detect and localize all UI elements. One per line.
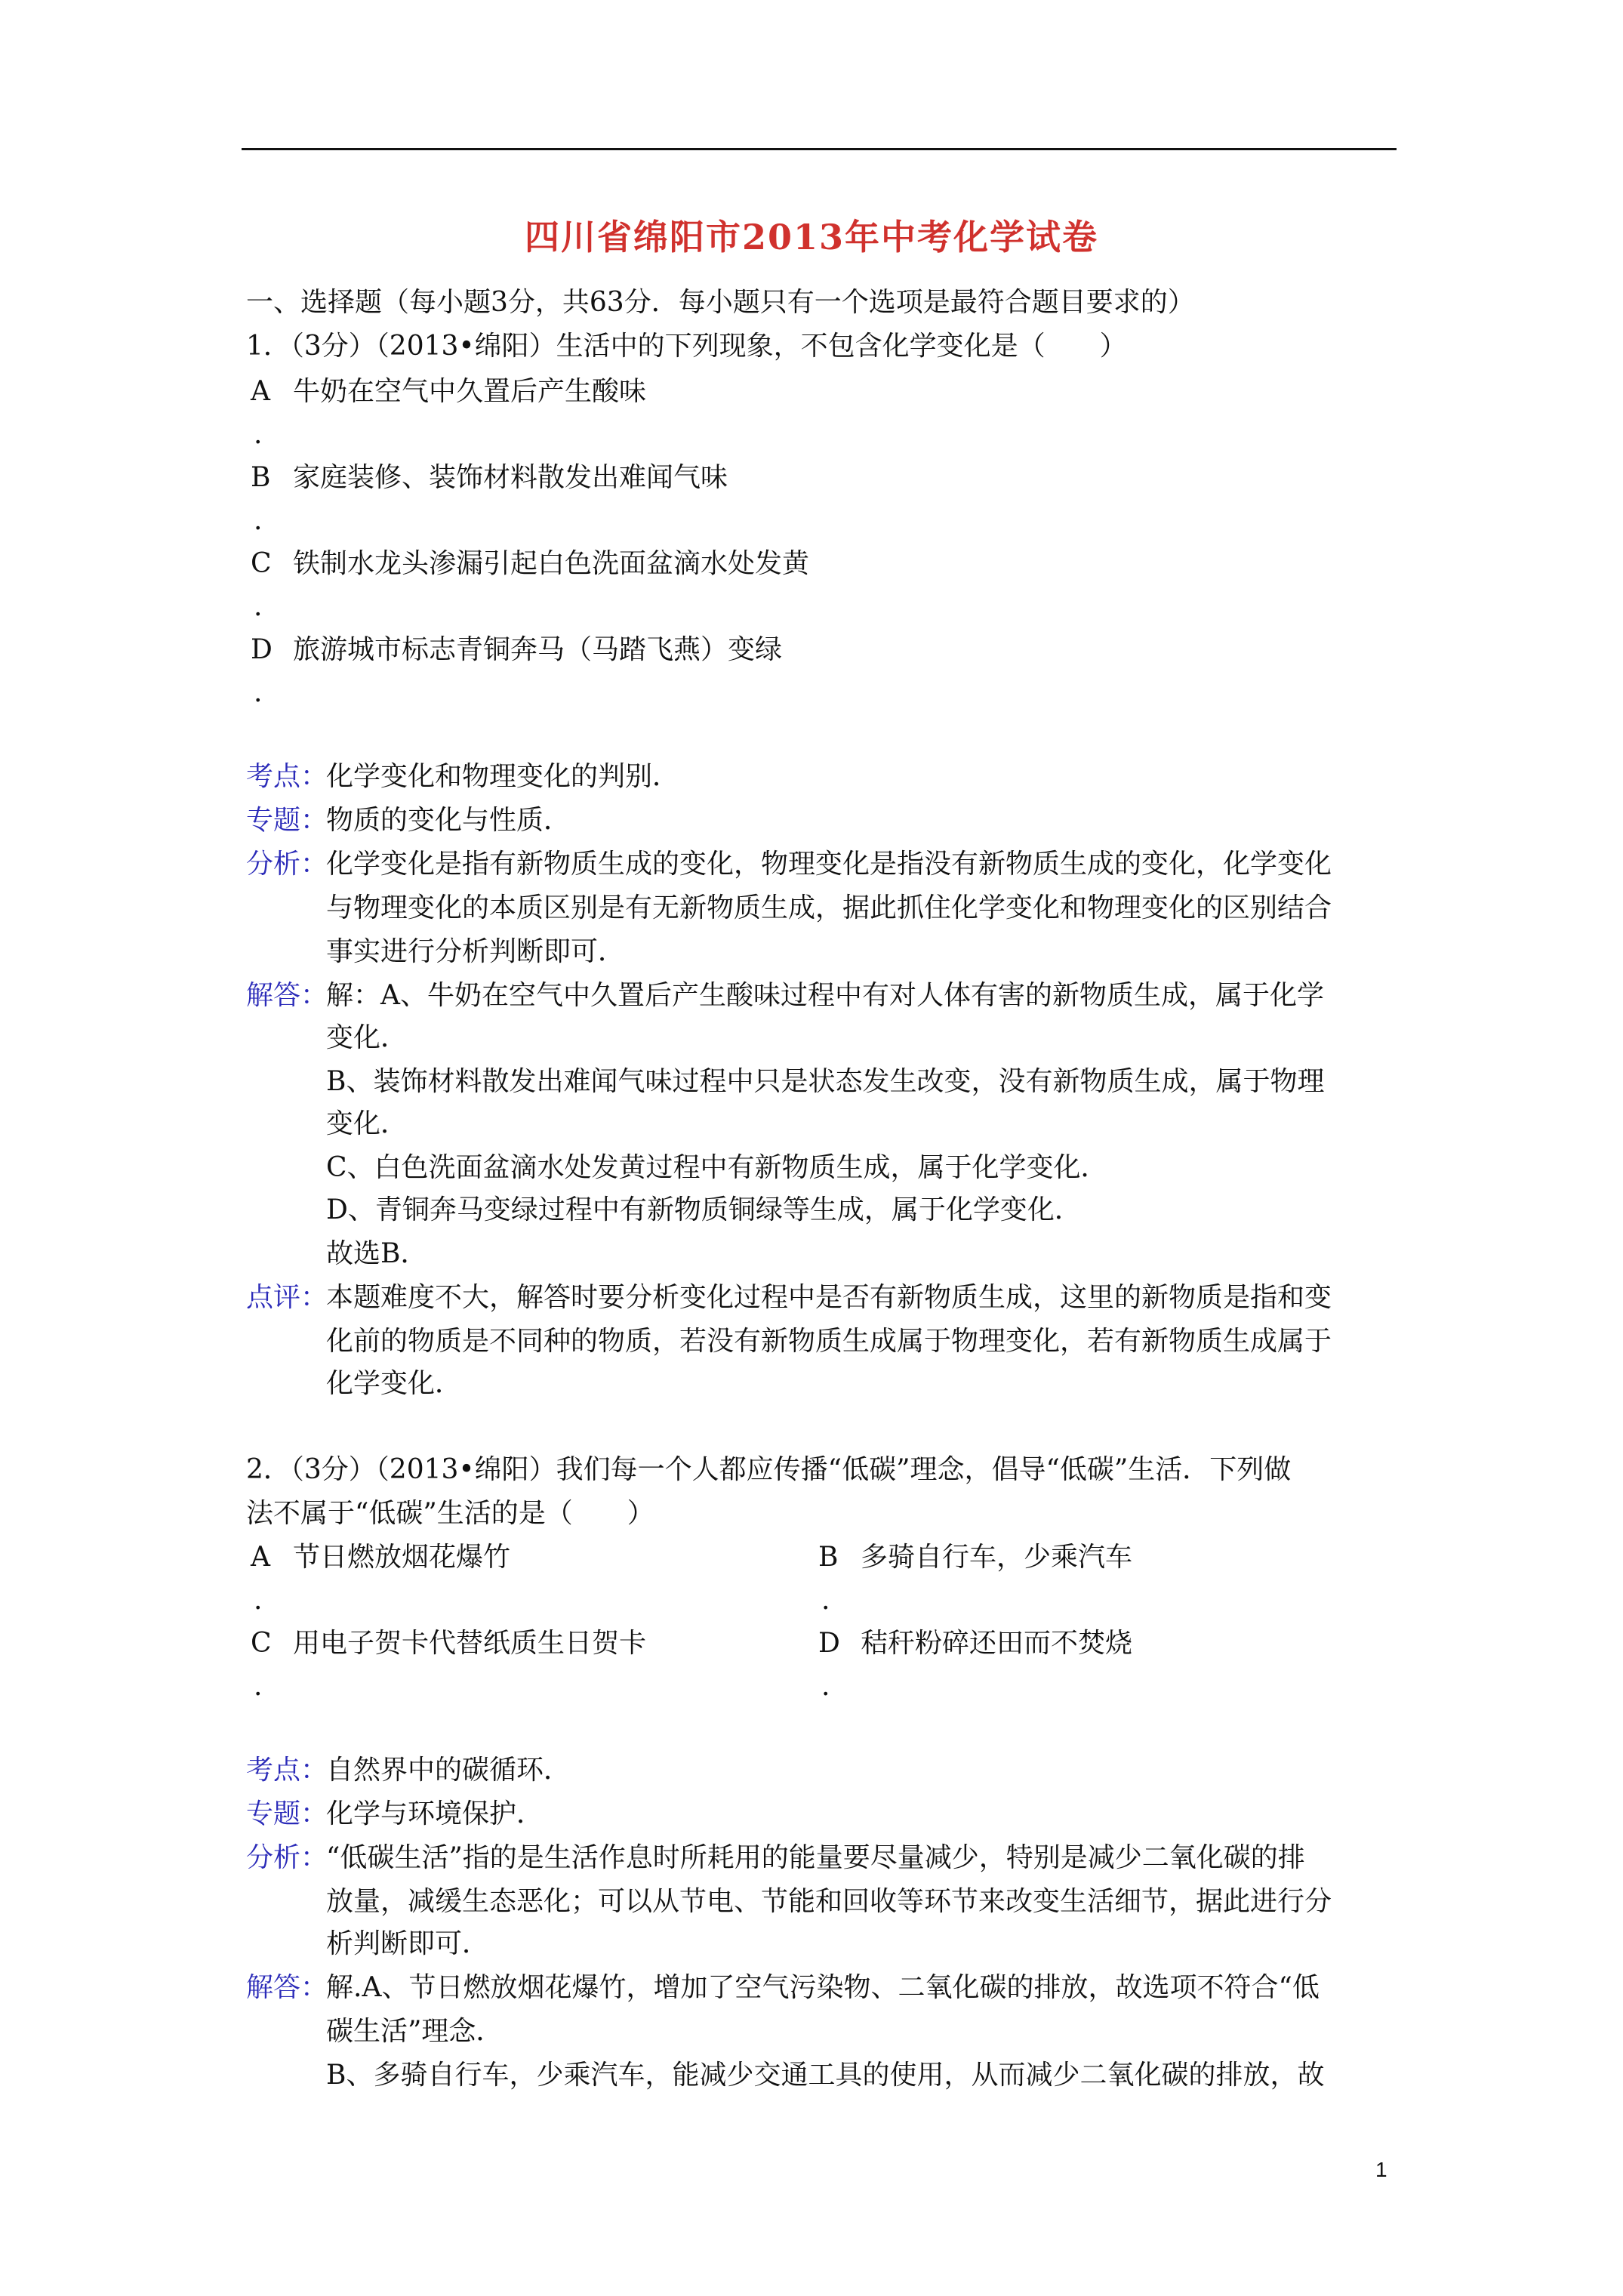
q1-jieda-line: 变化． — [326, 1022, 408, 1053]
q1-option-b-text: 家庭装修、装饰材料散发出难闻气味 — [293, 462, 728, 493]
q1-option-b-letter: B — [251, 462, 271, 493]
q2-fenxi-line: 放量，减缓生态恶化；可以从节电、节能和回收等环节来改变生活细节，据此进行分 — [326, 1886, 1332, 1917]
option-dot: . — [254, 677, 263, 708]
option-dot: . — [254, 419, 263, 450]
page-title: 四川省绵阳市2013年中考化学试卷 — [524, 217, 1099, 257]
q2-jieda-label: 解答： — [246, 1972, 328, 2003]
q2-zhuanti: 化学与环境保护． — [326, 1798, 544, 1829]
q2-jieda-line: 解.A、节日燃放烟花爆竹，增加了空气污染物、二氧化碳的排放，故选项不符合“低 — [326, 1972, 1320, 2003]
q2-option-d-letter: D — [818, 1628, 840, 1659]
q1-option-a-letter: A — [251, 376, 270, 407]
question-2-stem-line: 法不属于“低碳”生活的是（ ） — [246, 1498, 654, 1529]
option-dot: . — [254, 505, 263, 536]
q2-option-a-letter: A — [251, 1542, 270, 1573]
q1-option-c-text: 铁制水龙头渗漏引起白色洗面盆滴水处发黄 — [293, 548, 810, 579]
q2-option-d-text: 秸秆粉碎还田而不焚烧 — [861, 1628, 1133, 1659]
q2-fenxi-line: 析判断即可． — [326, 1928, 490, 1959]
q2-option-b-letter: B — [818, 1542, 839, 1573]
q2-option-c-letter: C — [251, 1628, 272, 1659]
q2-fenxi-line: “低碳生活”指的是生活作息时所耗用的能量要尽量减少，特别是减少二氧化碳的排 — [326, 1842, 1305, 1873]
q2-zhuanti-label: 专题： — [246, 1798, 328, 1829]
q2-jieda-line: 碳生活”理念． — [326, 2016, 504, 2047]
q2-kaodian-label: 考点： — [246, 1755, 328, 1786]
question-1-stem: 1．（3分）（2013•绵阳）生活中的下列现象，不包含化学变化是（ ） — [246, 331, 1127, 362]
header-rule — [242, 148, 1397, 150]
q1-jieda-line: 解：A、牛奶在空气中久置后产生酸味过程中有对人体有害的新物质生成，属于化学 — [326, 980, 1324, 1011]
option-dot: . — [821, 1671, 830, 1702]
q1-jieda-label: 解答： — [246, 980, 328, 1011]
q1-option-c-letter: C — [251, 548, 272, 579]
option-dot: . — [254, 591, 263, 622]
q1-jieda-line: 故选B． — [326, 1238, 428, 1269]
q1-jieda-line: C、白色洗面盆滴水处发黄过程中有新物质生成，属于化学变化． — [326, 1152, 1108, 1183]
q1-jieda-line: D、青铜奔马变绿过程中有新物质铜绿等生成，属于化学变化． — [326, 1194, 1082, 1225]
q1-kaodian: 化学变化和物理变化的判别． — [326, 761, 680, 792]
q2-option-c-text: 用电子贺卡代替纸质生日贺卡 — [293, 1628, 647, 1659]
q1-option-a-text: 牛奶在空气中久置后产生酸味 — [293, 376, 647, 407]
section-heading: 一、选择题（每小题3分，共63分．每小题只有一个选项是最符合题目要求的） — [246, 287, 1195, 318]
option-dot: . — [254, 1585, 263, 1616]
q1-jieda-line: B、装饰材料散发出难闻气味过程中只是状态发生改变，没有新物质生成，属于物理 — [326, 1066, 1325, 1097]
q1-fenxi-line: 与物理变化的本质区别是有无新物质生成，据此抓住化学变化和物理变化的区别结合 — [326, 892, 1332, 923]
q2-option-b-text: 多骑自行车，少乘汽车 — [861, 1542, 1133, 1573]
q1-fenxi-line: 事实进行分析判断即可． — [326, 936, 626, 967]
q1-option-d-text: 旅游城市标志青铜奔马（马踏飞燕）变绿 — [293, 634, 783, 665]
q1-dianping-line: 化学变化． — [326, 1368, 463, 1399]
q2-option-a-text: 节日燃放烟花爆竹 — [293, 1542, 511, 1573]
option-dot: . — [821, 1585, 830, 1616]
q2-jieda-line: B、多骑自行车，少乘汽车，能减少交通工具的使用，从而减少二氧化碳的排放，故 — [326, 2060, 1325, 2091]
q1-option-d-letter: D — [251, 634, 273, 665]
q1-zhuanti-label: 专题： — [246, 805, 328, 836]
q1-kaodian-label: 考点： — [246, 761, 328, 792]
q1-jieda-line: 变化． — [326, 1108, 408, 1139]
q1-dianping-line: 本题难度不大，解答时要分析变化过程中是否有新物质生成，这里的新物质是指和变 — [326, 1282, 1332, 1313]
q1-fenxi-line: 化学变化是指有新物质生成的变化，物理变化是指没有新物质生成的变化，化学变化 — [326, 849, 1332, 880]
q1-fenxi-label: 分析： — [246, 849, 328, 880]
option-dot: . — [254, 1671, 263, 1702]
q1-dianping-line: 化前的物质是不同种的物质，若没有新物质生成属于物理变化，若有新物质生成属于 — [326, 1326, 1332, 1357]
q2-kaodian: 自然界中的碳循环． — [326, 1755, 571, 1786]
q1-dianping-label: 点评： — [246, 1282, 328, 1313]
q1-zhuanti: 物质的变化与性质． — [326, 805, 571, 836]
question-2-stem-line: 2．（3分）（2013•绵阳）我们每一个人都应传播“低碳”理念，倡导“低碳”生活．下列做 — [246, 1454, 1292, 1485]
page-number: 1 — [1375, 2158, 1387, 2181]
q2-fenxi-label: 分析： — [246, 1842, 328, 1873]
